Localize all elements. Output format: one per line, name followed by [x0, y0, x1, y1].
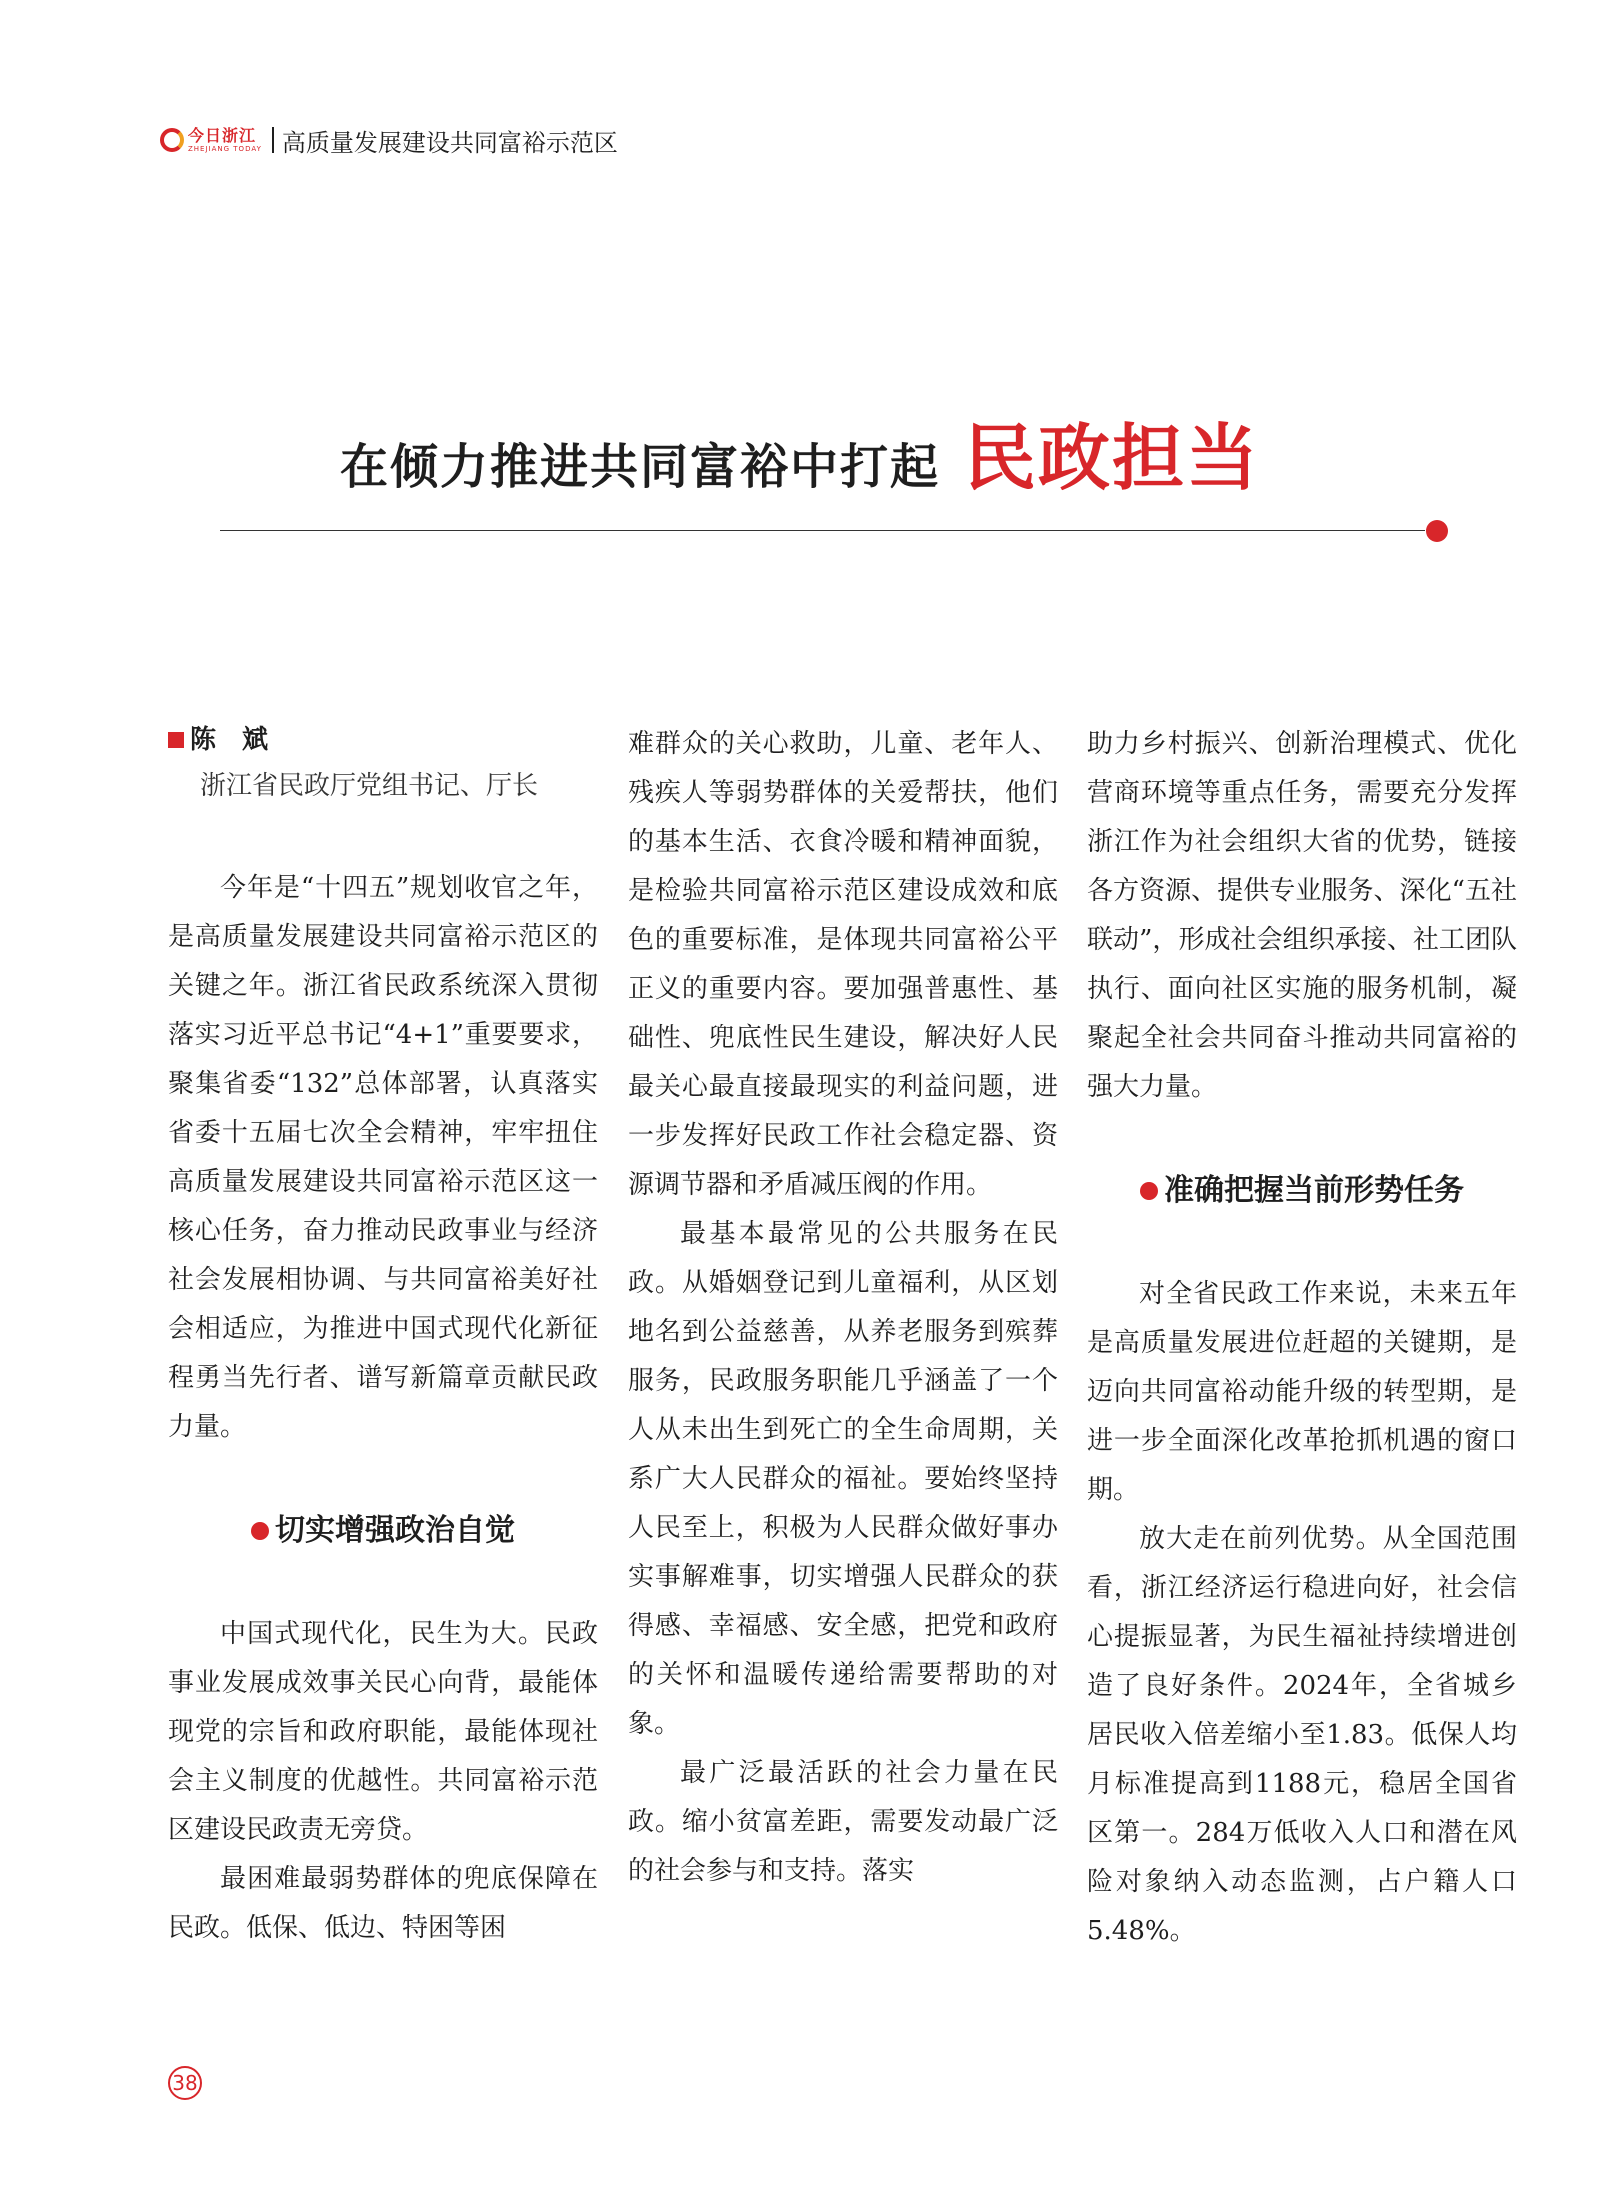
logo-icon: [160, 128, 184, 152]
page-header: [160, 120, 618, 160]
column-2: [628, 720, 1058, 1896]
paragraph: 对全省民政工作来说，未来五年是高质量发展进位赶超的关键期，是迈向共同富裕动能升级的转型期，是进一步全面深化改革抢抓机遇的窗口期。: [1087, 1279, 1517, 1505]
author-position: 浙江省民政厅党组书记、厅长: [200, 771, 539, 801]
bullet-dot-icon: [251, 1522, 269, 1540]
title-rule-dot: [1426, 520, 1448, 542]
square-bullet-icon: [168, 732, 184, 748]
logo: [160, 125, 262, 153]
logo-text-cn: 今日浙江: [188, 125, 257, 145]
paragraph: 中国式现代化，民生为大。民政事业发展成效事关民心向背，最能体现党的宗旨和政府职能，最能体现社会主义制度的优越性。共同富裕示范区建设民政责无旁贷。: [168, 1619, 598, 1845]
title-rule: [220, 530, 1425, 531]
bullet-dot-icon: [1140, 1182, 1158, 1200]
title-accent: 民政担当: [964, 416, 1261, 500]
paragraph: 助力乡村振兴、创新治理模式、优化营商环境等重点任务，需要充分发挥浙江作为社会组织大省的优势，链接各方资源、提供专业服务、深化“五社联动”，形成社会组织承接、社工团队执行、面向社区实施的服务机制，凝聚起全社会共同奋斗推动共同富裕的强大力量。: [1087, 729, 1517, 1102]
section-heading: 切实增强政治自觉: [168, 1506, 598, 1556]
column-1: [168, 720, 598, 1953]
section-heading: 准确把握当前形势任务: [1087, 1166, 1517, 1216]
header-divider: [272, 127, 274, 153]
column-3: [1087, 720, 1517, 1956]
paragraph: 难群众的关心救助，儿童、老年人、残疾人等弱势群体的关爱帮扶，他们的基本生活、衣食冷暖和精神面貌，是检验共同富裕示范区建设成效和底色的重要标准，是体现共同富裕公平正义的重要内容。要加强普惠性、基础性、兜底性民生建设，解决好人民最关心最直接最现实的利益问题，进一步发挥好民政工作社会稳定器、资源调节器和矛盾减压阀的作用。: [628, 729, 1058, 1200]
paragraph: 最困难最弱势群体的兜底保障在民政。低保、低边、特困等困: [168, 1864, 598, 1943]
paragraph: 最广泛最活跃的社会力量在民政。缩小贫富差距，需要发动最广泛的社会参与和支持。落实: [628, 1758, 1058, 1886]
author-name: 陈 斌: [168, 720, 598, 760]
title-main: 在倾力推进共同富裕中打起: [339, 439, 940, 495]
paragraph: 最基本最常见的公共服务在民政。从婚姻登记到儿童福利，从区划地名到公益慈善，从养老服务到殡葬服务，民政服务职能几乎涵盖了一个人从未出生到死亡的全生命周期，关系广大人民群众的福祉。要始终坚持人民至上，积极为人民群众做好事办实事解难事，切实增强人民群众的获得感、幸福感、安全感，把党和政府的关怀和温暖传递给需要帮助的对象。: [628, 1219, 1058, 1739]
article-title: [0, 400, 1600, 504]
paragraph: 放大走在前列优势。从全国范围看，浙江经济运行稳进向好，社会信心提振显著，为民生福祉持续增进创造了良好条件。2024年，全省城乡居民收入倍差缩小至1.83。低保人均月标准提高到1188元，稳居全国省区第一。284万低收入人口和潜在风险对象纳入动态监测，占户籍人口5.48%。: [1087, 1524, 1517, 1946]
paragraph: 今年是“十四五”规划收官之年，是高质量发展建设共同富裕示范区的关键之年。浙江省民政系统深入贯彻落实习近平总书记“4+1”重要要求，聚集省委“132”总体部署，认真落实省委十五届七次全会精神，牢牢扭住高质量发展建设共同富裕示范区这一核心任务，奋力推动民政事业与经济社会发展相协调、与共同富裕美好社会相适应，为推进中国式现代化新征程勇当先行者、谱写新篇章贡献民政力量。: [168, 873, 598, 1442]
logo-text-en: ZHEJIANG TODAY: [188, 144, 262, 153]
page-number: 38: [168, 2066, 202, 2100]
header-section-title: 高质量发展建设共同富裕示范区: [281, 128, 618, 157]
